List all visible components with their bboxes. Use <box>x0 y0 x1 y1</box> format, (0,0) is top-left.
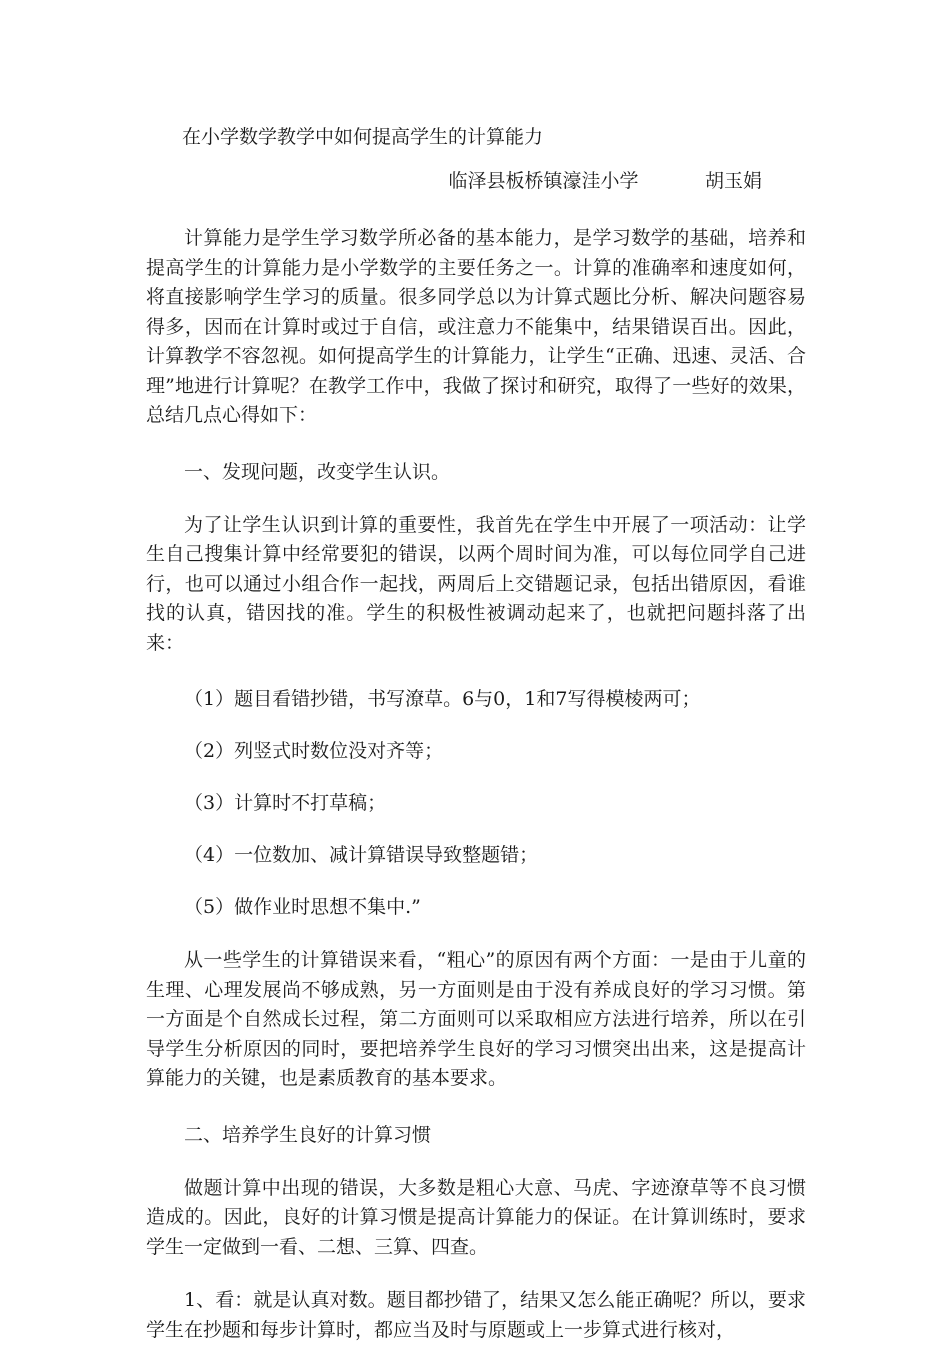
document-title: 在小学数学教学中如何提高学生的计算能力 <box>182 126 544 148</box>
section1-heading: 一、发现问题，改变学生认识。 <box>184 460 451 483</box>
list-item: （1）题目看错抄错，书写潦草。6与0，1和7写得模棱两可； <box>184 688 701 710</box>
list-item: （5）做作业时思想不集中.” <box>184 896 421 918</box>
section2-paragraph: 做题计算中出现的错误，大多数是粗心大意、马虎、字迹潦草等不良习惯造成的。因此，良好的计算习惯是提高计算能力的保证。在计算训练时，要求学生一定做到一看、二想、三算、四查。 <box>146 1176 806 1258</box>
document-page <box>146 118 806 1345</box>
intro-paragraph: 计算能力是学生学习数学所必备的基本能力，是学习数学的基础，培养和提高学生的计算能力是小学数学的主要任务之一。计算的准确率和速度如何，将直接影响学生学习的质量。很多同学总以为计算式题比分析、解决问题容易得多，因而在计算时或过于自信，或注意力不能集中，结果错误百出。因此，计算教学不容忽视。如何提高学生的计算能力，让学生“正确、迅速、灵活、合理”地进行计算呢？在教学工作中，我做了探讨和研究，取得了一些好的效果，总结几点心得如下： <box>146 227 806 426</box>
section1-conclusion: 从一些学生的计算错误来看，“粗心”的原因有两个方面：一是由于儿童的生理、心理发展尚不够成熟，另一方面则是由于没有养成良好的学习习惯。第一方面是个自然成长过程，第二方面则可以采取相应方法进行培养，所以在引导学生分析原因的同时，要把培养学生良好的学习习惯突出出来，这是提高计算能力的关键，也是素质教育的基本要求。 <box>146 949 806 1089</box>
section2-heading: 二、培养学生良好的计算习惯 <box>184 1123 432 1146</box>
list-item: （2）列竖式时数位没对齐等； <box>184 740 444 762</box>
list-item: （3）计算时不打草稿； <box>184 792 387 814</box>
school-name: 临泽县板桥镇濠洼小学 <box>448 170 639 192</box>
byline <box>146 162 806 200</box>
section1-paragraph: 为了让学生认识到计算的重要性，我首先在学生中开展了一项活动：让学生自己搜集计算中经常要犯的错误，以两个周时间为准，可以每位同学自己进行，也可以通过小组合作一起找，两周后上交错题记录，包括出错原因，看谁找的认真，错因找的准。学生的积极性被调动起来了，也就把问题抖落了出来： <box>146 513 806 654</box>
list-item: （4）一位数加、减计算错误导致整题错； <box>184 844 539 866</box>
section2-point1: 1、看：就是认真对数。题目都抄错了，结果又怎么能正确呢？所以，要求学生在抄题和每步计算时，都应当及时与原题或上一步算式进行核对， <box>146 1289 806 1341</box>
author-name: 胡玉娟 <box>704 170 762 192</box>
